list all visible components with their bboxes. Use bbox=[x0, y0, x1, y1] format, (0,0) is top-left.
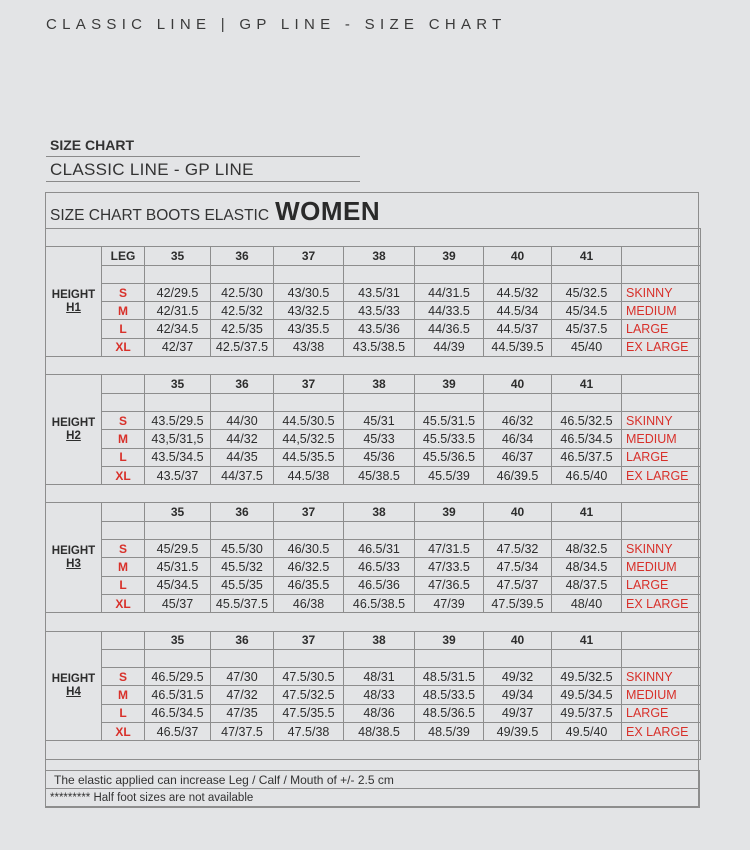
empty-cell bbox=[211, 393, 274, 411]
height-code: H3 bbox=[66, 557, 81, 570]
table-row bbox=[46, 320, 701, 338]
measurement-cell: 44/36.5 bbox=[415, 320, 484, 338]
shoe-size-header: 38 bbox=[344, 503, 415, 521]
shoe-size-header: 35 bbox=[145, 503, 211, 521]
boot-size-label: L bbox=[102, 704, 145, 722]
spacer-cell bbox=[46, 485, 701, 503]
measurement-cell: 48/36 bbox=[344, 704, 415, 722]
size-chart-subtitle: CLASSIC LINE - GP LINE bbox=[50, 160, 254, 179]
shoe-size-header: 38 bbox=[344, 631, 415, 649]
measurement-cell: 46.5/31 bbox=[344, 540, 415, 558]
measurement-cell: 47/33.5 bbox=[415, 558, 484, 576]
measurement-cell: 43/38 bbox=[274, 338, 344, 356]
measurement-cell: 48/31 bbox=[344, 668, 415, 686]
empty-cell bbox=[274, 393, 344, 411]
table-row bbox=[46, 302, 701, 320]
measurement-cell: 47.5/30.5 bbox=[274, 668, 344, 686]
boots-title-emphasis: WOMEN bbox=[275, 196, 381, 226]
measurement-cell: 49/39.5 bbox=[484, 723, 552, 741]
divider bbox=[46, 156, 360, 157]
size-header-row bbox=[46, 503, 701, 521]
measurement-cell: 46/35.5 bbox=[274, 576, 344, 594]
measurement-cell: 43.5/36 bbox=[344, 320, 415, 338]
measurement-cell: 43.5/34.5 bbox=[145, 448, 211, 466]
empty-cell bbox=[145, 393, 211, 411]
empty-cell bbox=[415, 393, 484, 411]
boot-size-label: L bbox=[102, 576, 145, 594]
measurement-cell: 48/37.5 bbox=[552, 576, 622, 594]
boot-size-label: XL bbox=[102, 723, 145, 741]
empty-cell bbox=[102, 265, 145, 283]
boot-size-label: S bbox=[102, 283, 145, 301]
shoe-size-header: 36 bbox=[211, 247, 274, 265]
measurement-cell: 45.5/35 bbox=[211, 576, 274, 594]
empty-cell bbox=[344, 265, 415, 283]
measurement-cell: 47.5/38 bbox=[274, 723, 344, 741]
empty-cell bbox=[622, 265, 701, 283]
measurement-cell: 45/34.5 bbox=[552, 302, 622, 320]
empty-cell bbox=[145, 649, 211, 667]
boot-size-label: M bbox=[102, 686, 145, 704]
measurement-cell: 48.5/39 bbox=[415, 723, 484, 741]
measurement-cell: 45.5/32 bbox=[211, 558, 274, 576]
table-row bbox=[46, 576, 701, 594]
table-row bbox=[46, 558, 701, 576]
empty-row bbox=[46, 649, 701, 667]
fit-label: MEDIUM bbox=[622, 558, 701, 576]
measurement-cell: 45/32.5 bbox=[552, 283, 622, 301]
spacer-row bbox=[46, 357, 701, 375]
table-row bbox=[46, 448, 701, 466]
empty-cell bbox=[622, 393, 701, 411]
table-row bbox=[46, 668, 701, 686]
measurement-cell: 43/32.5 bbox=[274, 302, 344, 320]
measurement-cell: 47.5/39.5 bbox=[484, 594, 552, 612]
measurement-cell: 44.5/32 bbox=[484, 283, 552, 301]
table-row bbox=[46, 704, 701, 722]
empty-cell bbox=[145, 265, 211, 283]
boot-size-label: XL bbox=[102, 466, 145, 484]
measurement-cell: 43.5/31 bbox=[344, 283, 415, 301]
measurement-cell: 46/39.5 bbox=[484, 466, 552, 484]
table-row bbox=[46, 466, 701, 484]
measurement-cell: 44,5/32.5 bbox=[274, 430, 344, 448]
measurement-cell: 46/38 bbox=[274, 594, 344, 612]
empty-cell bbox=[484, 265, 552, 283]
empty-cell bbox=[622, 631, 701, 649]
measurement-cell: 49.5/40 bbox=[552, 723, 622, 741]
boot-size-label: S bbox=[102, 540, 145, 558]
measurement-cell: 43/30.5 bbox=[274, 283, 344, 301]
measurement-cell: 45/40 bbox=[552, 338, 622, 356]
measurement-cell: 42/37 bbox=[145, 338, 211, 356]
empty-row bbox=[46, 393, 701, 411]
shoe-size-header: 40 bbox=[484, 503, 552, 521]
measurement-cell: 45.5/36.5 bbox=[415, 448, 484, 466]
measurement-cell: 45/34.5 bbox=[145, 576, 211, 594]
measurement-cell: 44.5/30.5 bbox=[274, 411, 344, 429]
measurement-cell: 47.5/32.5 bbox=[274, 686, 344, 704]
measurement-cell: 44/32 bbox=[211, 430, 274, 448]
empty-cell bbox=[415, 649, 484, 667]
shoe-size-header: 37 bbox=[274, 247, 344, 265]
boot-size-label: XL bbox=[102, 338, 145, 356]
empty-cell bbox=[552, 265, 622, 283]
measurement-cell: 47/35 bbox=[211, 704, 274, 722]
measurement-cell: 45/37.5 bbox=[552, 320, 622, 338]
measurement-cell: 45/33 bbox=[344, 430, 415, 448]
measurement-cell: 45.5/37.5 bbox=[211, 594, 274, 612]
boots-chart-title bbox=[50, 196, 380, 226]
measurement-cell: 44.5/37 bbox=[484, 320, 552, 338]
measurement-cell: 48.5/31.5 bbox=[415, 668, 484, 686]
spacer-cell bbox=[46, 229, 701, 247]
table-row bbox=[46, 283, 701, 301]
shoe-size-header: 37 bbox=[274, 503, 344, 521]
table-row bbox=[46, 723, 701, 741]
fit-label: MEDIUM bbox=[622, 430, 701, 448]
empty-cell bbox=[344, 393, 415, 411]
measurement-cell: 48/33 bbox=[344, 686, 415, 704]
fit-label: EX LARGE bbox=[622, 466, 701, 484]
height-code: H4 bbox=[66, 685, 81, 698]
spacer-row bbox=[46, 485, 701, 503]
boots-title-prefix: SIZE CHART BOOTS ELASTIC bbox=[50, 207, 270, 224]
empty-cell bbox=[211, 521, 274, 539]
measurement-cell: 43.5/38.5 bbox=[344, 338, 415, 356]
leg-label bbox=[102, 375, 145, 393]
measurement-cell: 44/39 bbox=[415, 338, 484, 356]
height-code: H2 bbox=[66, 429, 81, 442]
measurement-cell: 46.5/40 bbox=[552, 466, 622, 484]
table-row bbox=[46, 411, 701, 429]
fit-label: LARGE bbox=[622, 704, 701, 722]
empty-cell bbox=[211, 649, 274, 667]
measurement-cell: 49/32 bbox=[484, 668, 552, 686]
size-header-row bbox=[46, 375, 701, 393]
boot-size-label: M bbox=[102, 558, 145, 576]
empty-cell bbox=[415, 265, 484, 283]
measurement-cell: 44.5/38 bbox=[274, 466, 344, 484]
measurement-cell: 43/35.5 bbox=[274, 320, 344, 338]
height-label: HEIGHT bbox=[51, 544, 96, 557]
empty-cell bbox=[552, 393, 622, 411]
empty-cell bbox=[102, 393, 145, 411]
table-row bbox=[46, 540, 701, 558]
measurement-cell: 45.5/31.5 bbox=[415, 411, 484, 429]
measurement-cell: 45/31 bbox=[344, 411, 415, 429]
measurement-cell: 44/30 bbox=[211, 411, 274, 429]
measurement-cell: 47/32 bbox=[211, 686, 274, 704]
measurement-cell: 45.5/30 bbox=[211, 540, 274, 558]
measurement-cell: 44.5/35.5 bbox=[274, 448, 344, 466]
measurement-cell: 48/38.5 bbox=[344, 723, 415, 741]
measurement-cell: 45/36 bbox=[344, 448, 415, 466]
measurement-cell: 46/30.5 bbox=[274, 540, 344, 558]
measurement-cell: 46.5/33 bbox=[344, 558, 415, 576]
shoe-size-header: 41 bbox=[552, 247, 622, 265]
measurement-cell: 43,5/31,5 bbox=[145, 430, 211, 448]
empty-row bbox=[46, 265, 701, 283]
measurement-cell: 49.5/37.5 bbox=[552, 704, 622, 722]
empty-cell bbox=[274, 265, 344, 283]
empty-cell bbox=[211, 265, 274, 283]
measurement-cell: 49/37 bbox=[484, 704, 552, 722]
shoe-size-header: 41 bbox=[552, 375, 622, 393]
measurement-cell: 46.5/36 bbox=[344, 576, 415, 594]
spacer-row bbox=[46, 741, 701, 759]
spacer-cell bbox=[46, 357, 701, 375]
measurement-cell: 47/31.5 bbox=[415, 540, 484, 558]
measurement-cell: 47.5/32 bbox=[484, 540, 552, 558]
size-header-row bbox=[46, 631, 701, 649]
measurement-cell: 45.5/33.5 bbox=[415, 430, 484, 448]
measurement-cell: 46.5/37.5 bbox=[552, 448, 622, 466]
shoe-size-header: 40 bbox=[484, 631, 552, 649]
fit-label: SKINNY bbox=[622, 411, 701, 429]
measurement-cell: 45/37 bbox=[145, 594, 211, 612]
empty-cell bbox=[274, 649, 344, 667]
empty-cell bbox=[102, 649, 145, 667]
fit-label: SKINNY bbox=[622, 540, 701, 558]
leg-label bbox=[102, 631, 145, 649]
measurement-cell: 46.5/29.5 bbox=[145, 668, 211, 686]
fit-label: LARGE bbox=[622, 576, 701, 594]
shoe-size-header: 35 bbox=[145, 247, 211, 265]
elastic-note: The elastic applied can increase Leg / Calf / Mouth of +/- 2.5 cm bbox=[45, 770, 700, 789]
table-row bbox=[46, 594, 701, 612]
empty-cell bbox=[344, 649, 415, 667]
shoe-size-header: 35 bbox=[145, 375, 211, 393]
measurement-cell: 49.5/34.5 bbox=[552, 686, 622, 704]
shoe-size-header: 37 bbox=[274, 631, 344, 649]
shoe-size-header: 38 bbox=[344, 375, 415, 393]
boot-size-label: S bbox=[102, 411, 145, 429]
table-row bbox=[46, 686, 701, 704]
spacer-row bbox=[46, 613, 701, 631]
spacer-cell bbox=[46, 741, 701, 759]
measurement-cell: 42.5/37.5 bbox=[211, 338, 274, 356]
fit-label: EX LARGE bbox=[622, 594, 701, 612]
empty-cell bbox=[344, 521, 415, 539]
measurement-cell: 46.5/37 bbox=[145, 723, 211, 741]
shoe-size-header: 38 bbox=[344, 247, 415, 265]
measurement-cell: 47/37.5 bbox=[211, 723, 274, 741]
measurement-cell: 43.5/33 bbox=[344, 302, 415, 320]
measurement-cell: 46/37 bbox=[484, 448, 552, 466]
height-cell bbox=[46, 247, 102, 357]
fit-label: EX LARGE bbox=[622, 338, 701, 356]
size-chart-label: SIZE CHART bbox=[50, 137, 134, 153]
measurement-cell: 42.5/35 bbox=[211, 320, 274, 338]
measurement-cell: 44.5/39.5 bbox=[484, 338, 552, 356]
empty-cell bbox=[415, 521, 484, 539]
measurement-cell: 46.5/34.5 bbox=[552, 430, 622, 448]
height-label: HEIGHT bbox=[51, 288, 96, 301]
measurement-cell: 47.5/34 bbox=[484, 558, 552, 576]
half-sizes-note: ********* Half foot sizes are not available bbox=[45, 789, 700, 808]
shoe-size-header: 36 bbox=[211, 375, 274, 393]
empty-cell bbox=[484, 521, 552, 539]
empty-cell bbox=[274, 521, 344, 539]
boot-size-label: L bbox=[102, 320, 145, 338]
empty-cell bbox=[622, 649, 701, 667]
measurement-cell: 44.5/34 bbox=[484, 302, 552, 320]
height-code: H1 bbox=[66, 301, 81, 314]
leg-label bbox=[102, 503, 145, 521]
spacer-cell bbox=[46, 613, 701, 631]
fit-label: EX LARGE bbox=[622, 723, 701, 741]
measurement-cell: 47/36.5 bbox=[415, 576, 484, 594]
fit-label: LARGE bbox=[622, 448, 701, 466]
table-row bbox=[46, 338, 701, 356]
height-label: HEIGHT bbox=[51, 672, 96, 685]
boot-size-label: M bbox=[102, 430, 145, 448]
measurement-cell: 45/38.5 bbox=[344, 466, 415, 484]
spacer-row bbox=[46, 229, 701, 247]
empty-cell bbox=[552, 649, 622, 667]
fit-label: MEDIUM bbox=[622, 302, 701, 320]
measurement-cell: 44/35 bbox=[211, 448, 274, 466]
shoe-size-header: 37 bbox=[274, 375, 344, 393]
height-cell bbox=[46, 375, 102, 485]
measurement-cell: 42/29.5 bbox=[145, 283, 211, 301]
measurement-cell: 46.5/32.5 bbox=[552, 411, 622, 429]
shoe-size-header: 39 bbox=[415, 375, 484, 393]
shoe-size-header: 39 bbox=[415, 247, 484, 265]
measurement-cell: 46.5/38.5 bbox=[344, 594, 415, 612]
shoe-size-header: 41 bbox=[552, 503, 622, 521]
boot-size-label: S bbox=[102, 668, 145, 686]
empty-cell bbox=[552, 521, 622, 539]
measurement-cell: 45/29.5 bbox=[145, 540, 211, 558]
measurement-cell: 48/32.5 bbox=[552, 540, 622, 558]
measurement-cell: 42/34.5 bbox=[145, 320, 211, 338]
empty-cell bbox=[484, 393, 552, 411]
measurement-cell: 42/31.5 bbox=[145, 302, 211, 320]
boot-size-label: M bbox=[102, 302, 145, 320]
empty-cell bbox=[622, 375, 701, 393]
size-table bbox=[45, 228, 701, 760]
measurement-cell: 48/34.5 bbox=[552, 558, 622, 576]
measurement-cell: 44/37.5 bbox=[211, 466, 274, 484]
measurement-cell: 47/30 bbox=[211, 668, 274, 686]
measurement-cell: 49/34 bbox=[484, 686, 552, 704]
empty-cell bbox=[622, 503, 701, 521]
measurement-cell: 44/33.5 bbox=[415, 302, 484, 320]
measurement-cell: 46.5/34.5 bbox=[145, 704, 211, 722]
shoe-size-header: 40 bbox=[484, 375, 552, 393]
shoe-size-header: 36 bbox=[211, 503, 274, 521]
leg-label: LEG bbox=[102, 247, 145, 265]
shoe-size-header: 39 bbox=[415, 503, 484, 521]
measurement-cell: 42.5/30 bbox=[211, 283, 274, 301]
fit-label: LARGE bbox=[622, 320, 701, 338]
measurement-cell: 46/32 bbox=[484, 411, 552, 429]
boot-size-label: L bbox=[102, 448, 145, 466]
measurement-cell: 48.5/36.5 bbox=[415, 704, 484, 722]
measurement-cell: 47.5/37 bbox=[484, 576, 552, 594]
empty-row bbox=[46, 521, 701, 539]
fit-label: MEDIUM bbox=[622, 686, 701, 704]
size-header-row bbox=[46, 247, 701, 265]
measurement-cell: 43.5/37 bbox=[145, 466, 211, 484]
measurement-cell: 43.5/29.5 bbox=[145, 411, 211, 429]
measurement-cell: 42.5/32 bbox=[211, 302, 274, 320]
empty-cell bbox=[622, 247, 701, 265]
empty-cell bbox=[622, 521, 701, 539]
page-header-title: CLASSIC LINE | GP LINE - SIZE CHART bbox=[46, 16, 507, 33]
boot-size-label: XL bbox=[102, 594, 145, 612]
measurement-cell: 45/31.5 bbox=[145, 558, 211, 576]
shoe-size-header: 35 bbox=[145, 631, 211, 649]
empty-cell bbox=[102, 521, 145, 539]
shoe-size-header: 39 bbox=[415, 631, 484, 649]
measurement-cell: 46/32.5 bbox=[274, 558, 344, 576]
shoe-size-header: 41 bbox=[552, 631, 622, 649]
empty-cell bbox=[484, 649, 552, 667]
measurement-cell: 45.5/39 bbox=[415, 466, 484, 484]
measurement-cell: 44/31.5 bbox=[415, 283, 484, 301]
shoe-size-header: 40 bbox=[484, 247, 552, 265]
height-cell bbox=[46, 631, 102, 741]
fit-label: SKINNY bbox=[622, 283, 701, 301]
fit-label: SKINNY bbox=[622, 668, 701, 686]
measurement-cell: 47.5/35.5 bbox=[274, 704, 344, 722]
table-row bbox=[46, 430, 701, 448]
measurement-cell: 48.5/33.5 bbox=[415, 686, 484, 704]
divider bbox=[46, 181, 360, 182]
height-cell bbox=[46, 503, 102, 613]
height-label: HEIGHT bbox=[51, 416, 96, 429]
measurement-cell: 46.5/31.5 bbox=[145, 686, 211, 704]
measurement-cell: 49.5/32.5 bbox=[552, 668, 622, 686]
measurement-cell: 48/40 bbox=[552, 594, 622, 612]
empty-cell bbox=[145, 521, 211, 539]
measurement-cell: 47/39 bbox=[415, 594, 484, 612]
measurement-cell: 46/34 bbox=[484, 430, 552, 448]
shoe-size-header: 36 bbox=[211, 631, 274, 649]
